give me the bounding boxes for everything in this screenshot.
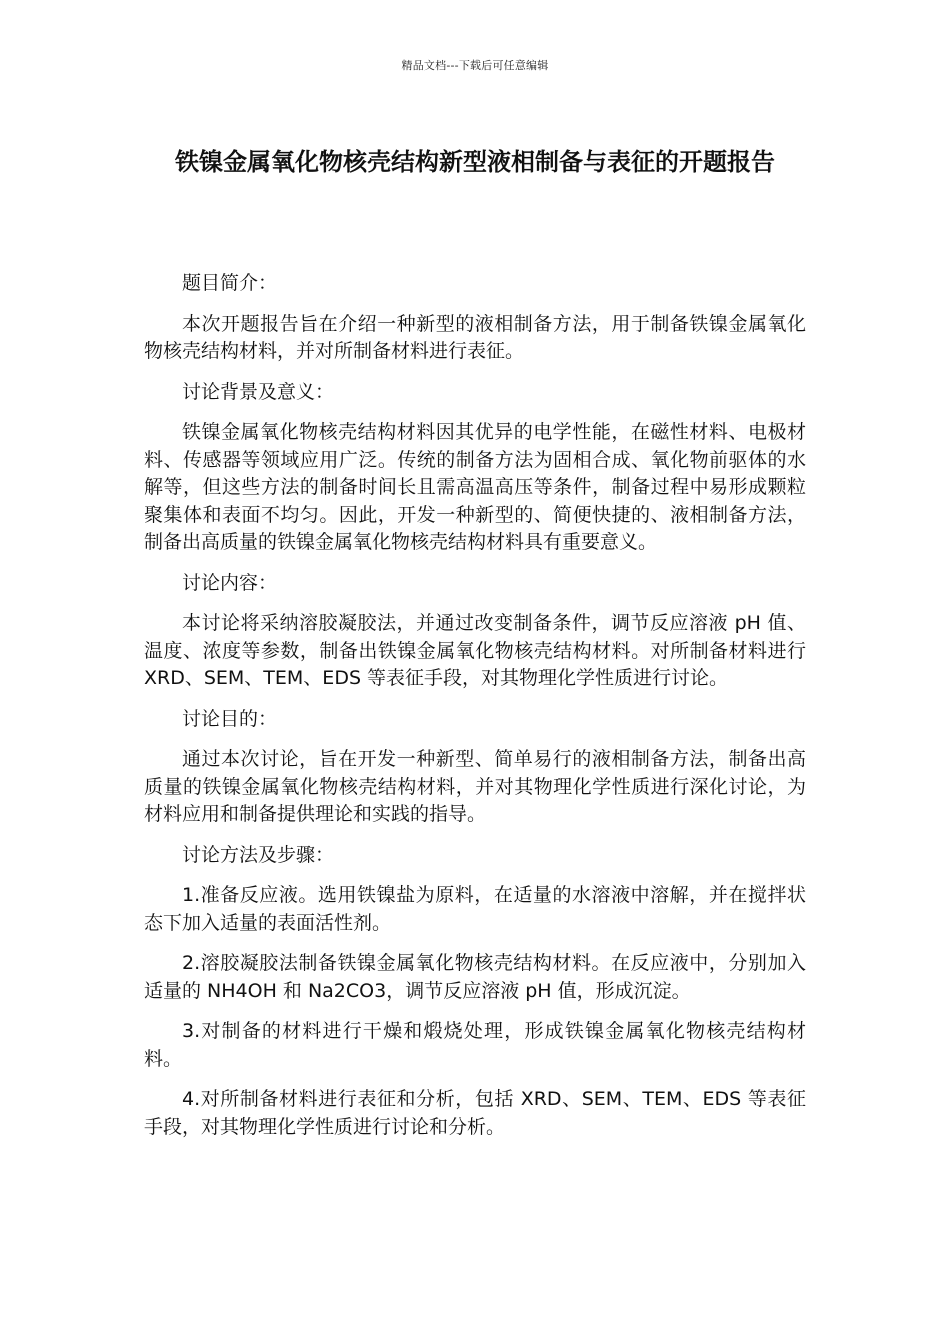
paragraph-content: 本讨论将采纳溶胶凝胶法，并通过改变制备条件，调节反应溶液 pH 值、温度、浓度等参数，制备出铁镍金属氧化物核壳结构材料。对所制备材料进行 XRD、SEM、TEM、EDS 等表征手段，对其物理化学性质进行讨论。 <box>144 612 806 689</box>
section-heading-methods: 讨论方法及步骤： <box>182 843 335 866</box>
paragraph-intro: 本次开题报告旨在介绍一种新型的液相制备方法，用于制备铁镍金属氧化物核壳结构材料，并对所制备材料进行表征。 <box>144 312 806 362</box>
section-heading-content: 讨论内容： <box>182 571 278 594</box>
paragraph-purpose: 通过本次讨论，旨在开发一种新型、简单易行的液相制备方法，制备出高质量的铁镍金属氧化物核壳结构材料，并对其物理化学性质进行深化讨论，为材料应用和制备提供理论和实践的指导。 <box>144 748 806 825</box>
section-heading-intro: 题目简介： <box>182 272 278 294</box>
document-body <box>144 270 806 1154</box>
document-title: 铁镍金属氧化物核壳结构新型液相制备与表征的开题报告 <box>175 148 775 176</box>
method-step-4: 4.对所制备材料进行表征和分析，包括 XRD、SEM、TEM、EDS 等表征手段，对其物理化学性质进行讨论和分析。 <box>144 1088 806 1138</box>
page-header: 精品文档---下载后可任意编辑 <box>401 59 549 72</box>
paragraph-background: 铁镍金属氧化物核壳结构材料因其优异的电学性能，在磁性材料、电极材料、传感器等领域应用广泛。传统的制备方法为固相合成、氧化物前驱体的水解等，但这些方法的制备时间长且需高温高压等条件，制备过程中易形成颗粒聚集体和表面不均匀。因此，开发一种新型的、简便快捷的、液相制备方法，制备出高质量的铁镍金属氧化物核壳结构材料具有重要意义。 <box>144 421 806 553</box>
method-step-3: 3.对制备的材料进行干燥和煅烧处理，形成铁镍金属氧化物核壳结构材料。 <box>144 1020 806 1070</box>
method-step-1: 1.准备反应液。选用铁镍盐为原料，在适量的水溶液中溶解，并在搅拌状态下加入适量的表面活性剂。 <box>144 884 806 934</box>
method-step-2: 2.溶胶凝胶法制备铁镍金属氧化物核壳结构材料。在反应液中，分别加入适量的 NH4OH 和 Na2CO3，调节反应溶液 pH 值，形成沉淀。 <box>144 952 806 1002</box>
section-heading-background: 讨论背景及意义： <box>182 380 335 403</box>
section-heading-purpose: 讨论目的： <box>182 707 278 730</box>
